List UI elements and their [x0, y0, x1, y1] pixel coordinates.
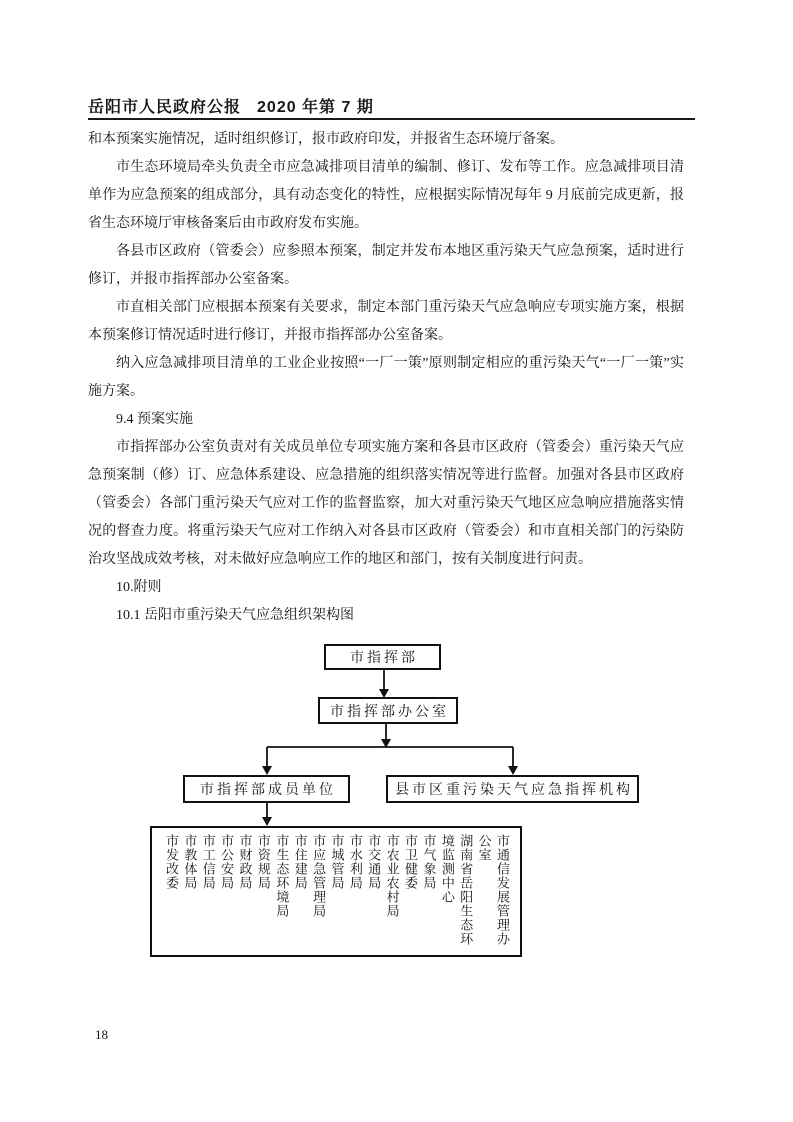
body-text [88, 126, 684, 630]
member-unit-column: 市交通局 [366, 834, 382, 890]
member-units-list [150, 826, 522, 957]
paragraph: 各县市区政府（管委会）应参照本预案，制定并发布本地区重污染天气应急预案，适时进行修订，并报市指挥部办公室备案。 [88, 244, 684, 287]
paragraph: 市生态环境局牵头负责全市应急减排项目清单的编制、修订、发布等工作。应急减排项目清单作为应急预案的组成部分，具有动态变化的特性，应根据实际情况每年 9 月底前完成更新，报省生态环境厅审核备案后由市政府发布实施。 [88, 160, 684, 231]
page-number: 18 [95, 1027, 108, 1042]
node-command-office: 市指挥部办公室 [318, 697, 458, 724]
member-unit-column: 境监测中心 [439, 834, 455, 904]
journal-title: 岳阳市人民政府公报 [88, 99, 242, 116]
member-unit-column: 市卫健委 [403, 834, 419, 890]
member-unit-column: 市生态环境局 [274, 834, 290, 918]
member-unit-column: 市城管局 [329, 834, 345, 890]
section-heading-9-4: 9.4 预案实施 [116, 412, 193, 427]
member-unit-column: 市通信发展管理办 [495, 834, 510, 946]
header-rule [88, 118, 695, 120]
member-unit-column: 市水利局 [347, 834, 363, 890]
member-unit-column: 湖南省岳阳生态环 [458, 834, 474, 946]
member-unit-column: 公室 [476, 834, 492, 862]
page-header [88, 94, 694, 117]
section-heading-10: 10.附则 [116, 580, 162, 595]
member-unit-column: 市财政局 [237, 834, 253, 890]
member-unit-column: 市发改委 [163, 834, 179, 890]
node-city-command: 市指挥部 [324, 644, 441, 670]
member-unit-column: 市农业农村局 [384, 834, 400, 918]
node-member-units: 市指挥部成员单位 [183, 775, 350, 803]
member-unit-column: 市住建局 [292, 834, 308, 890]
member-unit-column: 市应急管理局 [311, 834, 327, 918]
member-unit-column: 市教体局 [182, 834, 198, 890]
member-unit-column: 市公安局 [219, 834, 235, 890]
member-unit-column: 市工信局 [200, 834, 216, 890]
paragraph: 市直相关部门应根据本预案有关要求，制定本部门重污染天气应急响应专项实施方案，根据本预案修订情况适时进行修订，并报市指挥部办公室备案。 [88, 300, 684, 343]
paragraph: 纳入应急减排项目清单的工业企业按照“一厂一策”原则制定相应的重污染天气“一厂一策”实施方案。 [88, 356, 684, 399]
node-county-agencies: 县市区重污染天气应急指挥机构 [386, 775, 639, 803]
paragraph: 市指挥部办公室负责对有关成员单位专项实施方案和各县市区政府（管委会）重污染天气应急预案制（修）订、应急体系建设、应急措施的组织落实情况等进行监督。加强对各县市区政府（管委会）各部门重污染天气应对工作的监督监察，加大对重污染天气地区应急响应措施落实情况的督查力度。将重污染天气应对工作纳入对各县市区政府（管委会）和市直相关部门的污染防治攻坚战成效考核，对未做好应急响应工作的地区和部门，按有关制度进行问责。 [88, 440, 684, 567]
member-unit-column: 市资规局 [255, 834, 271, 890]
issue-number: 2020 年第 7 期 [257, 99, 374, 116]
member-unit-column: 市气象局 [421, 834, 437, 890]
section-heading-10-1: 10.1 岳阳市重污染天气应急组织架构图 [116, 608, 354, 623]
paragraph: 和本预案实施情况，适时组织修订，报市政府印发，并报省生态环境厅备案。 [88, 132, 564, 147]
